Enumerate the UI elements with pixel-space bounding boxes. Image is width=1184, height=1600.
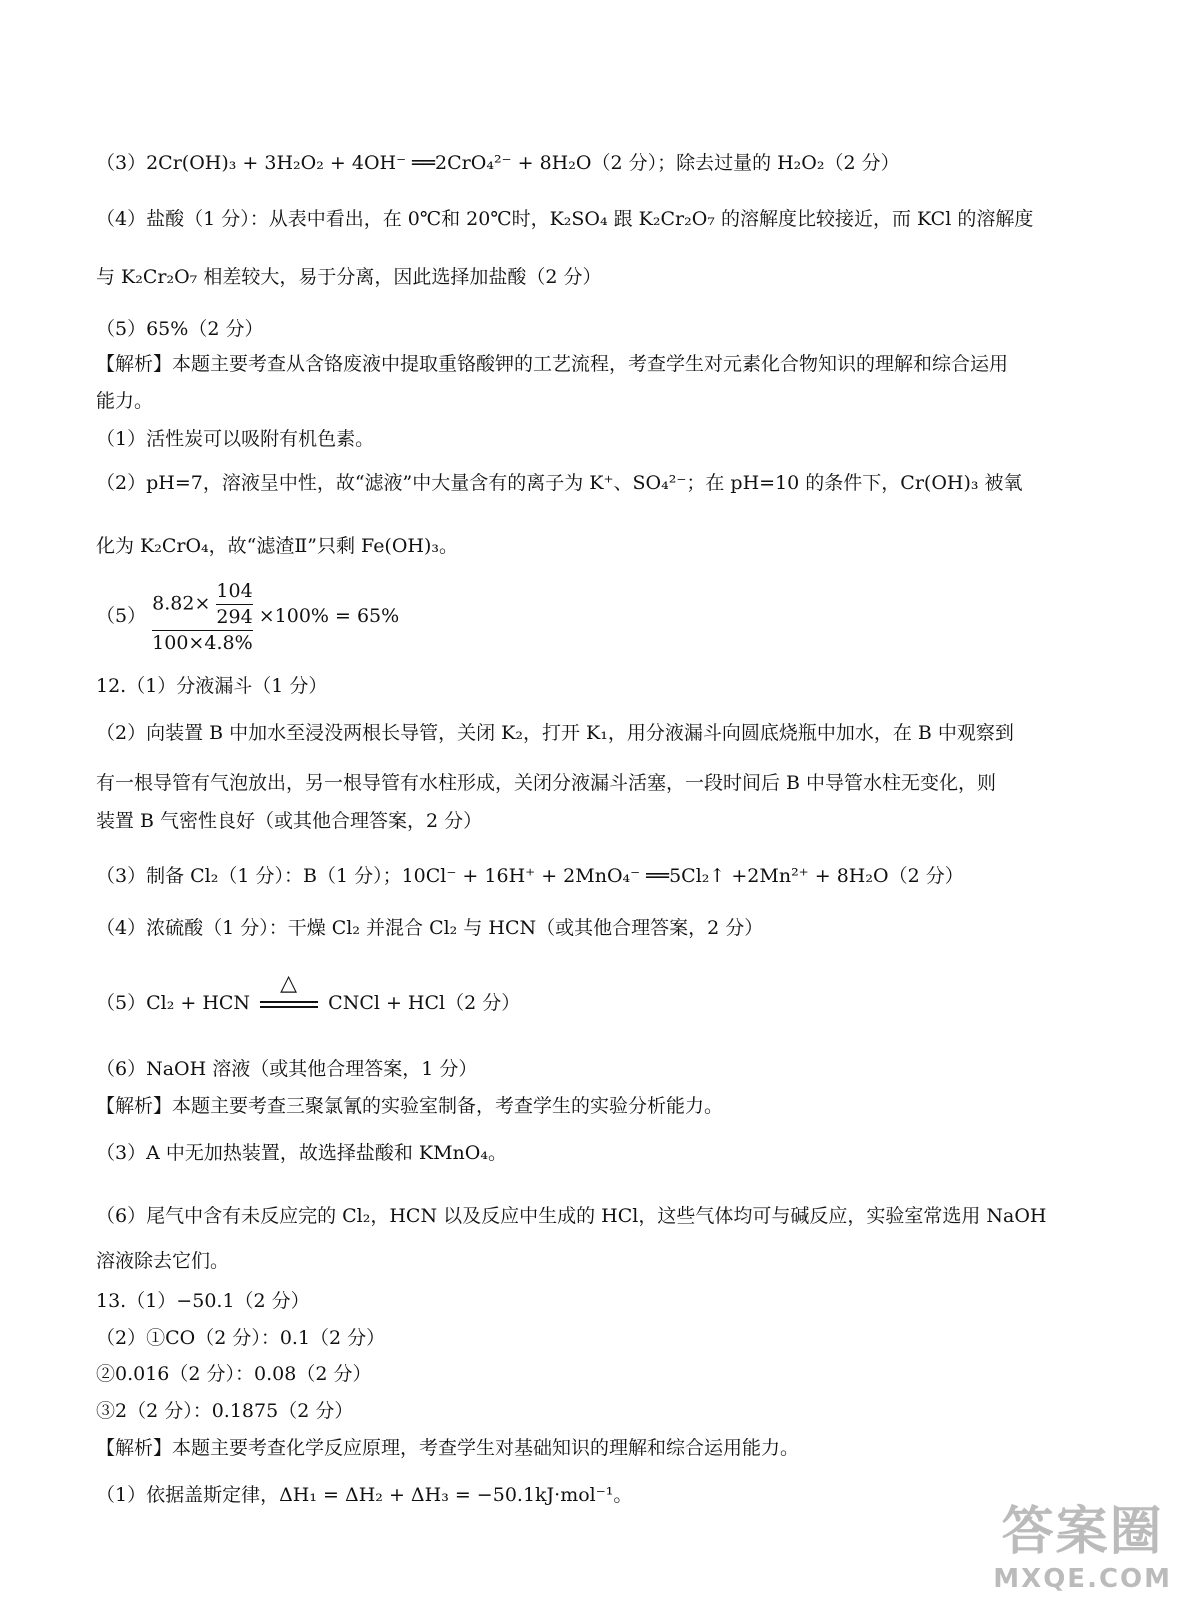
item-number: （5） [96,605,147,628]
fraction-result: ×100% = 65% [258,605,400,628]
question-12-6: （6）NaOH 溶液（或其他合理答案，1 分） [96,1058,478,1080]
site-watermark [993,1489,1172,1594]
analysis-2-continued: 化为 K₂CrO₄，故“滤渣Ⅱ”只剩 Fe(OH)₃。 [96,535,459,557]
analysis-12-6: （6）尾气中含有未反应完的 Cl₂，HCN 以及反应中生成的 HCl，这些气体均可与碱反应，实验室常选用 NaOH [96,1205,1047,1227]
reactants: （5）Cl₂ + HCN [96,992,251,1014]
question-12-2: （2）向装置 B 中加水至浸没两根长导管，关闭 K₂，打开 K₁，用分液漏斗向圆底烧瓶中加水，在 B 中观察到 [96,722,1014,744]
heat-triangle-icon: △ [280,970,298,996]
question-12-2-continued: 有一根导管有气泡放出，另一根导管有水柱形成，关闭分液漏斗活塞，一段时间后 B 中导管水柱无变化，则 [96,772,997,794]
inner-fraction [216,580,252,629]
analysis-continued-11: 能力。 [96,390,154,412]
analysis-13-1: （1）依据盖斯定律，ΔH₁ = ΔH₂ + ΔH₃ = −50.1kJ·mol⁻¹。 [96,1484,633,1506]
inner-numerator: 104 [216,580,253,602]
line-5-answer: （5）65%（2 分） [96,318,264,340]
question-12-1: 12.（1）分液漏斗（1 分） [96,675,328,697]
question-12-3: （3）制备 Cl₂（1 分）：B（1 分）；10Cl⁻ + 16H⁺ + 2MnO₄⁻ ══5Cl₂↑ +2Mn²⁺ + 8H₂O（2 分） [96,865,964,887]
question-13-2-1: （2）①CO（2 分）：0.1（2 分） [96,1327,386,1349]
watermark-logo-text: 答案圈 [1001,1502,1164,1562]
fraction-bar [152,630,253,631]
double-line [260,1001,318,1008]
chem-equation: 2Cr(OH)₃ + 3H₂O₂ + 4OH⁻ ══2CrO₄²⁻ + 8H₂O [146,152,592,174]
inner-denominator: 294 [216,605,253,628]
fraction-denominator: 100×4.8% [152,631,253,654]
analysis-heading-12: 【解析】本题主要考查三聚氯氰的实验室制备，考查学生的实验分析能力。 [96,1095,724,1117]
question-12-4: （4）浓硫酸（1 分）：干燥 Cl₂ 并混合 Cl₂ 与 HCN（或其他合理答案，2 分） [96,917,764,939]
question-13-2-3: ③2（2 分）：0.1875（2 分） [96,1400,354,1422]
analysis-12-6-continued: 溶液除去它们。 [96,1250,230,1272]
watermark-domain: MXQE.COM [993,1564,1172,1594]
question-12-2-continued-2: 装置 B 气密性良好（或其他合理答案，2 分） [96,810,483,832]
main-fraction [152,580,253,654]
fraction-bar [216,604,252,605]
analysis-heading-11: 【解析】本题主要考查从含铬废液中提取重铬酸钾的工艺流程，考查学生对元素化合物知识的理解和综合运用 [96,353,1009,375]
analysis-12-3: （3）A 中无加热装置，故选择盐酸和 KMnO₄。 [96,1142,507,1164]
analysis-5-fraction [96,580,399,654]
question-12-5 [96,970,521,1015]
question-13-1: 13.（1）−50.1（2 分） [96,1290,310,1312]
line-3-equation [96,152,900,175]
line-4-continued: 与 K₂Cr₂O₇ 相差较大，易于分离，因此选择加盐酸（2 分） [96,266,602,288]
analysis-heading-13: 【解析】本题主要考查化学反应原理，考查学生对基础知识的理解和综合运用能力。 [96,1437,800,1459]
item-number: （3） [96,152,147,174]
question-13-2-2: ②0.016（2 分）：0.08（2 分） [96,1363,372,1385]
products: CNCl + HCl（2 分） [328,992,521,1014]
heating-equals-sign [260,970,318,1008]
analysis-1: （1）活性炭可以吸附有机色素。 [96,428,375,450]
answer-text: （2 分）；除去过量的 H₂O₂（2 分） [591,152,900,174]
analysis-2: （2）pH=7，溶液呈中性，故“滤液”中大量含有的离子为 K⁺、SO₄²⁻；在 pH=10 的条件下，Cr(OH)₃ 被氧 [96,472,1023,494]
fraction-numerator [152,580,253,629]
line-4-answer: （4）盐酸（1 分）：从表中看出，在 0℃和 20℃时，K₂SO₄ 跟 K₂Cr₂O₇ 的溶解度比较接近，而 KCl 的溶解度 [96,208,1034,230]
numerator-factor: 8.82× [152,592,211,615]
